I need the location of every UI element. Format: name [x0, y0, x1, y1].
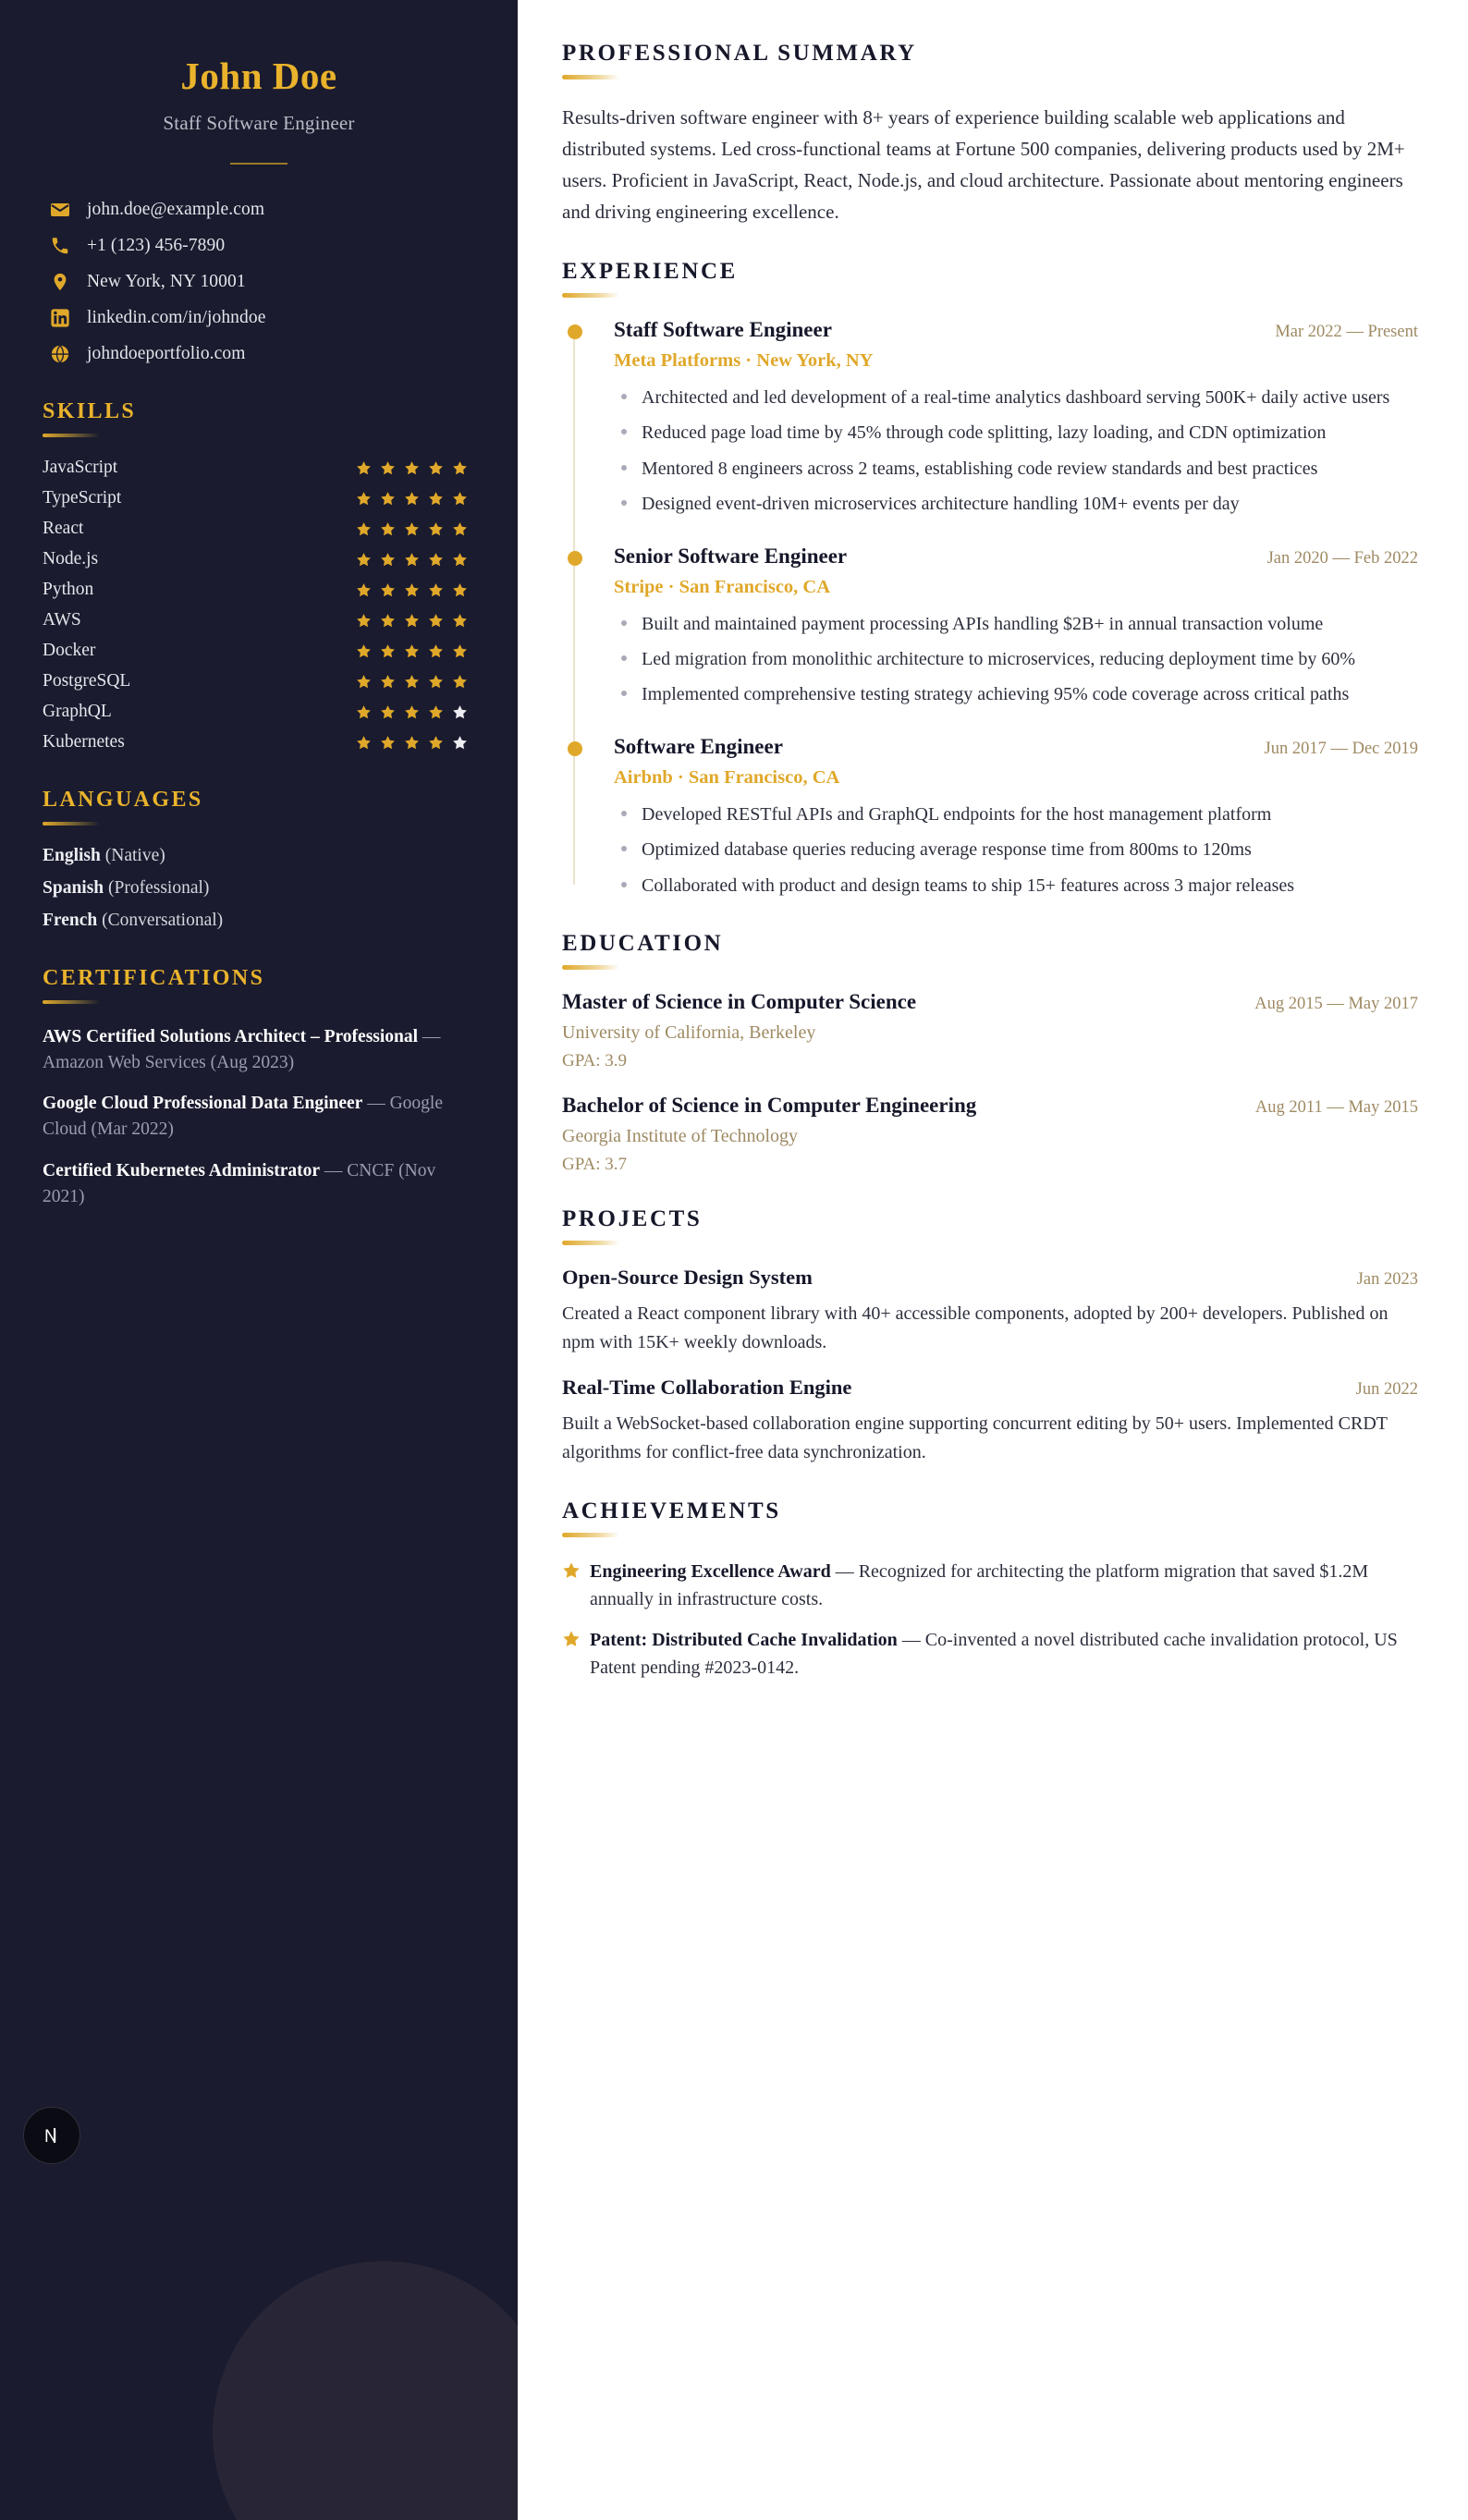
skill-name: React [43, 519, 84, 539]
certification-item [43, 1158, 475, 1209]
experience-bullet: Collaborated with product and design teams to ship 15+ features across 3 major releases [614, 872, 1418, 899]
achievement-text [590, 1626, 1418, 1682]
education-heading-rule [562, 965, 619, 970]
project-date: Jun 2022 [1355, 1379, 1418, 1399]
skill-name: PostgreSQL [43, 671, 131, 691]
star-icon [356, 582, 372, 598]
experience-role: Staff Software Engineer [614, 318, 832, 342]
timeline-dot [568, 551, 582, 566]
skill-rating [356, 735, 468, 751]
experience-bullet: Implemented comprehensive testing strategy achieving 95% code coverage across critical paths [614, 680, 1418, 708]
project-name: Real-Time Collaboration Engine [562, 1375, 852, 1399]
main-content [518, 0, 1468, 2520]
experience-date: Jun 2017 — Dec 2019 [1264, 739, 1418, 758]
skills-heading-rule [43, 434, 100, 437]
experience-organization: Meta Platforms · New York, NY [614, 350, 874, 372]
contact-row[interactable] [43, 200, 475, 220]
star-icon [356, 491, 372, 507]
skill-name: Python [43, 580, 94, 600]
certification-meta: — Google Cloud (Mar 2022) [43, 1094, 443, 1140]
skill-rating [356, 704, 468, 720]
skill-rating [356, 643, 468, 659]
achievements-heading-rule [562, 1533, 619, 1537]
experience-bullet: Mentored 8 engineers across 2 teams, establishing code review standards and best practices [614, 455, 1418, 483]
achievement-description: — Co-invented a novel distributed cache invalidation protocol, US Patent pending #2023-0142. [590, 1629, 1398, 1679]
star-icon [380, 674, 396, 690]
location-pin-icon [46, 272, 74, 292]
phone-icon [46, 236, 74, 256]
star-icon [404, 613, 420, 629]
project-date: Jan 2023 [1356, 1269, 1418, 1289]
star-icon [428, 460, 444, 476]
star-icon [356, 521, 372, 537]
job-title: Staff Software Engineer [163, 112, 355, 135]
achievement-item [562, 1558, 1418, 1614]
star-icon [428, 582, 444, 598]
star-icon [404, 552, 420, 568]
achievement-title: Engineering Excellence Award [590, 1560, 831, 1582]
section-education [562, 931, 1418, 1175]
skill-row [43, 549, 475, 569]
star-icon [452, 613, 468, 629]
skill-rating [356, 521, 468, 537]
star-icon [380, 704, 396, 720]
experience-item [614, 544, 1418, 709]
decorative-circle [213, 2261, 518, 2520]
star-icon [428, 613, 444, 629]
education-list [562, 990, 1418, 1175]
project-header [562, 1376, 1418, 1400]
education-degree: Bachelor of Science in Computer Engineering [562, 1093, 977, 1117]
languages-list [43, 846, 475, 931]
linkedin-icon [46, 308, 74, 328]
experience-date: Jan 2020 — Feb 2022 [1266, 548, 1418, 568]
skill-rating [356, 674, 468, 690]
star-icon [452, 521, 468, 537]
star-icon [404, 704, 420, 720]
achievement-item [562, 1626, 1418, 1682]
star-icon [428, 491, 444, 507]
contact-text: New York, NY 10001 [87, 272, 246, 292]
star-icon [356, 460, 372, 476]
education-item [562, 1094, 1418, 1175]
star-icon [428, 521, 444, 537]
education-gpa: GPA: 3.9 [562, 1050, 628, 1070]
language-name: French [43, 911, 98, 931]
star-icon [452, 491, 468, 507]
star-icon [428, 704, 444, 720]
svg-text:N: N [44, 2127, 57, 2147]
star-icon [380, 491, 396, 507]
sidebar [0, 0, 518, 2520]
experience-item [614, 318, 1418, 519]
experience-bullet: Architected and led development of a real-time analytics dashboard serving 500K+ daily active users [614, 384, 1418, 411]
email-icon [46, 200, 74, 220]
certification-meta: — CNCF (Nov 2021) [43, 1160, 436, 1206]
experience-heading: EXPERIENCE [562, 259, 738, 285]
education-item [562, 990, 1418, 1071]
education-header [562, 990, 1418, 1014]
education-date: Aug 2015 — May 2017 [1254, 994, 1418, 1013]
star-icon [380, 552, 396, 568]
contact-text: +1 (123) 456-7890 [87, 236, 226, 256]
skill-row [43, 580, 475, 600]
skills-heading: SKILLS [43, 399, 137, 424]
skill-row [43, 732, 475, 752]
certification-name: Certified Kubernetes Administrator [43, 1160, 321, 1180]
certification-meta: — Amazon Web Services (Aug 2023) [43, 1027, 441, 1072]
skill-rating [356, 552, 468, 568]
skill-row [43, 641, 475, 661]
star-icon [452, 643, 468, 659]
timeline-dot [568, 324, 582, 339]
section-achievements [562, 1499, 1418, 1682]
education-date: Aug 2011 — May 2015 [1254, 1097, 1418, 1117]
experience-bullet: Developed RESTful APIs and GraphQL endpoints for the host management platform [614, 801, 1418, 828]
experience-organization: Airbnb · San Francisco, CA [614, 766, 840, 788]
experience-bullets [614, 801, 1418, 899]
skill-row [43, 488, 475, 508]
certifications-heading-rule [43, 1000, 100, 1004]
star-icon [452, 704, 468, 720]
star-icon [452, 582, 468, 598]
contact-text: john.doe@example.com [87, 200, 265, 220]
projects-heading: PROJECTS [562, 1205, 703, 1231]
project-name: Open-Source Design System [562, 1265, 813, 1289]
education-heading: EDUCATION [562, 930, 724, 956]
skill-row [43, 458, 475, 478]
education-degree: Master of Science in Computer Science [562, 989, 917, 1013]
experience-bullet: Optimized database queries reducing average response time from 800ms to 120ms [614, 836, 1418, 863]
projects-list [562, 1266, 1418, 1467]
certifications-list [43, 1024, 475, 1209]
skill-name: AWS [43, 610, 81, 630]
star-icon [380, 735, 396, 751]
star-icon [404, 643, 420, 659]
star-icon [452, 674, 468, 690]
language-item [43, 911, 475, 931]
skill-name: TypeScript [43, 488, 122, 508]
star-icon [428, 552, 444, 568]
star-icon [380, 643, 396, 659]
skill-row [43, 610, 475, 630]
certification-name: AWS Certified Solutions Architect – Professional [43, 1027, 419, 1047]
skill-row [43, 702, 475, 722]
achievement-description: — Recognized for architecting the platform migration that saved $1.2M annually in infrastructure costs. [590, 1560, 1369, 1610]
projects-heading-rule [562, 1241, 619, 1245]
experience-bullet: Built and maintained payment processing APIs handling $2B+ in annual transaction volume [614, 610, 1418, 638]
experience-bullet: Reduced page load time by 45% through code splitting, lazy loading, and CDN optimization [614, 419, 1418, 447]
header-divider [230, 163, 287, 165]
experience-heading-rule [562, 293, 619, 298]
experience-bullets [614, 610, 1418, 709]
contact-row[interactable] [43, 308, 475, 328]
section-professional-summary [562, 41, 1418, 227]
experience-header [614, 735, 1418, 759]
experience-bullets [614, 384, 1418, 519]
education-school: Georgia Institute of Technology [562, 1125, 799, 1146]
summary-text: Results-driven software engineer with 8+ years of experience building scalable web applications and distributed systems. Led cross-functional teams at Fortune 500 companies, delivering products used by 2M+ users. Proficient in JavaScript, React, Node.js, and cloud architecture. Passionate about mentoring engineers and driving engineering excellence. [562, 106, 1405, 224]
experience-bullet: Designed event-driven microservices architecture handling 10M+ events per day [614, 490, 1418, 518]
star-icon [452, 552, 468, 568]
experience-item [614, 735, 1418, 899]
summary-heading: PROFESSIONAL SUMMARY [562, 41, 917, 66]
star-icon [452, 460, 468, 476]
full-name: John Doe [180, 55, 337, 97]
experience-header [614, 544, 1418, 569]
skill-rating [356, 460, 468, 476]
star-icon [356, 704, 372, 720]
star-icon [380, 460, 396, 476]
contact-row[interactable] [43, 344, 475, 364]
skill-name: GraphQL [43, 702, 112, 722]
star-icon [404, 521, 420, 537]
star-icon [356, 552, 372, 568]
experience-organization: Stripe · San Francisco, CA [614, 576, 831, 597]
star-icon [428, 674, 444, 690]
skills-list [43, 458, 475, 752]
star-icon [404, 735, 420, 751]
nextjs-logo-icon [36, 2120, 67, 2151]
experience-header [614, 318, 1418, 342]
experience-role: Software Engineer [614, 734, 783, 758]
star-icon [428, 643, 444, 659]
skill-row [43, 519, 475, 539]
language-level: (Professional) [108, 878, 210, 899]
contact-text: johndoeportfolio.com [87, 344, 246, 364]
achievement-star-icon [562, 1558, 590, 1614]
project-description: Built a WebSocket-based collaboration engine supporting concurrent editing by 50+ users. Implemented CRDT algorithms for conflict-free data synchronization. [562, 1413, 1388, 1462]
achievements-heading: ACHIEVEMENTS [562, 1498, 781, 1523]
project-item [562, 1266, 1418, 1357]
certification-item [43, 1024, 475, 1075]
achievement-text [590, 1558, 1418, 1614]
summary-heading-rule [562, 75, 619, 80]
certification-name: Google Cloud Professional Data Engineer [43, 1094, 363, 1114]
project-header [562, 1266, 1418, 1290]
experience-role: Senior Software Engineer [614, 544, 848, 568]
skill-name: Kubernetes [43, 732, 125, 752]
languages-heading: LANGUAGES [43, 788, 203, 813]
star-icon [356, 613, 372, 629]
achievements-list [562, 1558, 1418, 1682]
contact-text: linkedin.com/in/johndoe [87, 308, 266, 328]
project-description: Created a React component library with 40+ accessible components, adopted by 200+ developers. Published on npm with 15K+ weekly downloads. [562, 1303, 1388, 1352]
education-gpa: GPA: 3.7 [562, 1154, 628, 1174]
timeline-line [573, 331, 575, 885]
language-name: English [43, 846, 101, 866]
star-icon [404, 460, 420, 476]
contact-row[interactable] [43, 272, 475, 292]
language-item [43, 846, 475, 866]
project-item [562, 1376, 1418, 1467]
education-header [562, 1094, 1418, 1118]
star-icon [356, 735, 372, 751]
timeline-dot [568, 741, 582, 756]
skill-name: JavaScript [43, 458, 118, 478]
star-icon [404, 491, 420, 507]
skill-name: Node.js [43, 549, 99, 569]
contact-row[interactable] [43, 236, 475, 256]
skill-rating [356, 582, 468, 598]
achievement-title: Patent: Distributed Cache Invalidation [590, 1629, 898, 1650]
language-level: (Native) [104, 846, 165, 866]
language-item [43, 878, 475, 899]
globe-icon [46, 344, 74, 364]
languages-heading-rule [43, 822, 100, 826]
experience-timeline [562, 318, 1418, 899]
section-experience [562, 259, 1418, 899]
certification-item [43, 1091, 475, 1142]
experience-date: Mar 2022 — Present [1275, 323, 1418, 342]
star-icon [380, 582, 396, 598]
section-projects [562, 1206, 1418, 1467]
star-icon [452, 735, 468, 751]
certifications-heading: CERTIFICATIONS [43, 966, 265, 991]
skill-name: Docker [43, 641, 96, 661]
achievement-star-icon [562, 1626, 590, 1682]
nextjs-dev-badge[interactable] [23, 2107, 80, 2164]
star-icon [356, 674, 372, 690]
star-icon [356, 643, 372, 659]
language-name: Spanish [43, 878, 104, 899]
skill-rating [356, 491, 468, 507]
education-school: University of California, Berkeley [562, 1021, 816, 1043]
contact-list [43, 200, 475, 364]
star-icon [380, 521, 396, 537]
language-level: (Conversational) [102, 911, 224, 931]
skill-row [43, 671, 475, 691]
star-icon [380, 613, 396, 629]
experience-bullet: Led migration from monolithic architecture to microservices, reducing deployment time by 60% [614, 645, 1418, 673]
star-icon [404, 674, 420, 690]
star-icon [428, 735, 444, 751]
skill-rating [356, 613, 468, 629]
star-icon [404, 582, 420, 598]
